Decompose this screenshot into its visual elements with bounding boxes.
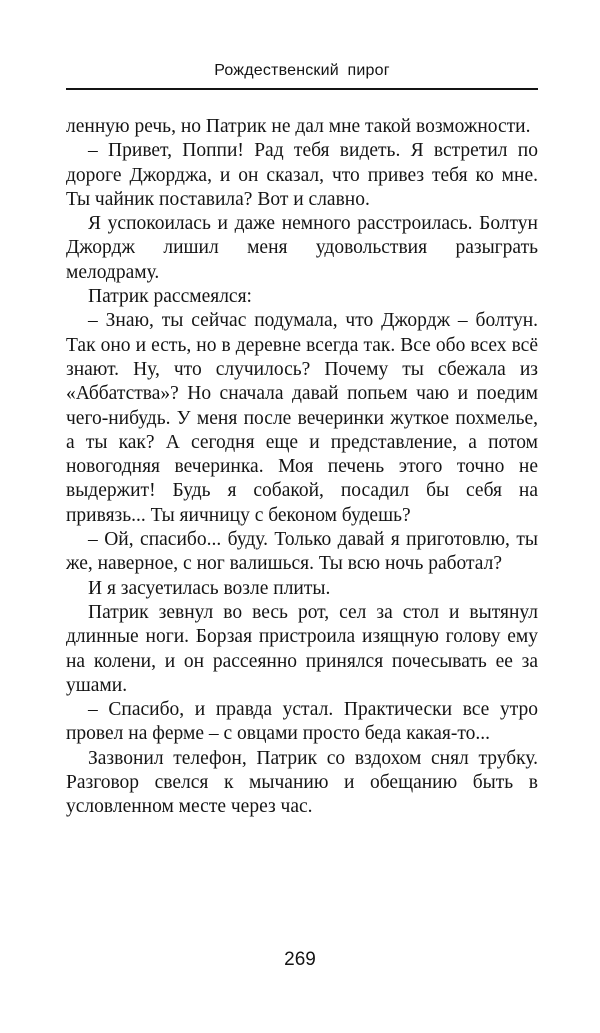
paragraph-8: Патрик зевнул во весь рот, сел за стол и вытянул длинные ноги. Борзая пристроила изящную голову ему на колени, и он рассеянно принялся почесывать ее за ушами. xyxy=(66,601,538,696)
running-head-title: Рождественский пирог xyxy=(214,62,390,79)
paragraph-2: – Привет, Поппи! Рад тебя видеть. Я встретил по дороге Джорджа, и он сказал, что привез тебя ко мне. Ты чайник поставила? Вот и славно. xyxy=(66,140,538,210)
paragraph-6: – Ой, спасибо... буду. Только давай я приготовлю, ты же, наверное, с ног валишься. Ты всю ночь работал? xyxy=(66,529,538,575)
paragraph-4: Патрик рассмеялся: xyxy=(88,286,252,308)
page-number: 269 xyxy=(284,949,316,970)
paragraph-5: – Знаю, ты сейчас подумала, что Джордж – болтун. Так оно и есть, но в деревне всегда так. Все обо всех всё знают. Ну, что случилось? Почему ты сбежала из «Аббатства»? Но сначала давай попьем чаю и поедим чего-нибудь. У меня после вечеринки жуткое похмелье, а ты как? А сегодня еще и представление, а потом новогодняя вечеринка. Моя печень этого точно не выдержит! Будь я собакой, посадил бы себя на привязь... Ты яичницу с беконом будешь? xyxy=(66,310,538,526)
paragraph-7: И я засуетилась возле плиты. xyxy=(88,577,331,599)
header-rule-divider xyxy=(66,88,538,90)
paragraph-10: Зазвонил телефон, Патрик со вздохом снял трубку. Разговор свелся к мычанию и обещанию быть в условленном месте через час. xyxy=(66,747,538,818)
paragraph-1: ленную речь, но Патрик не дал мне такой возможности. xyxy=(66,116,531,137)
body-text xyxy=(66,115,538,820)
paragraph-3: Я успокоилась и даже немного расстроилась. Болтун Джордж лишил меня удовольствия разыграть мелодраму. xyxy=(66,213,538,283)
paragraph-9: – Спасибо, и правда устал. Практически все утро провел на ферме – с овцами просто беда какая-то... xyxy=(66,699,538,745)
